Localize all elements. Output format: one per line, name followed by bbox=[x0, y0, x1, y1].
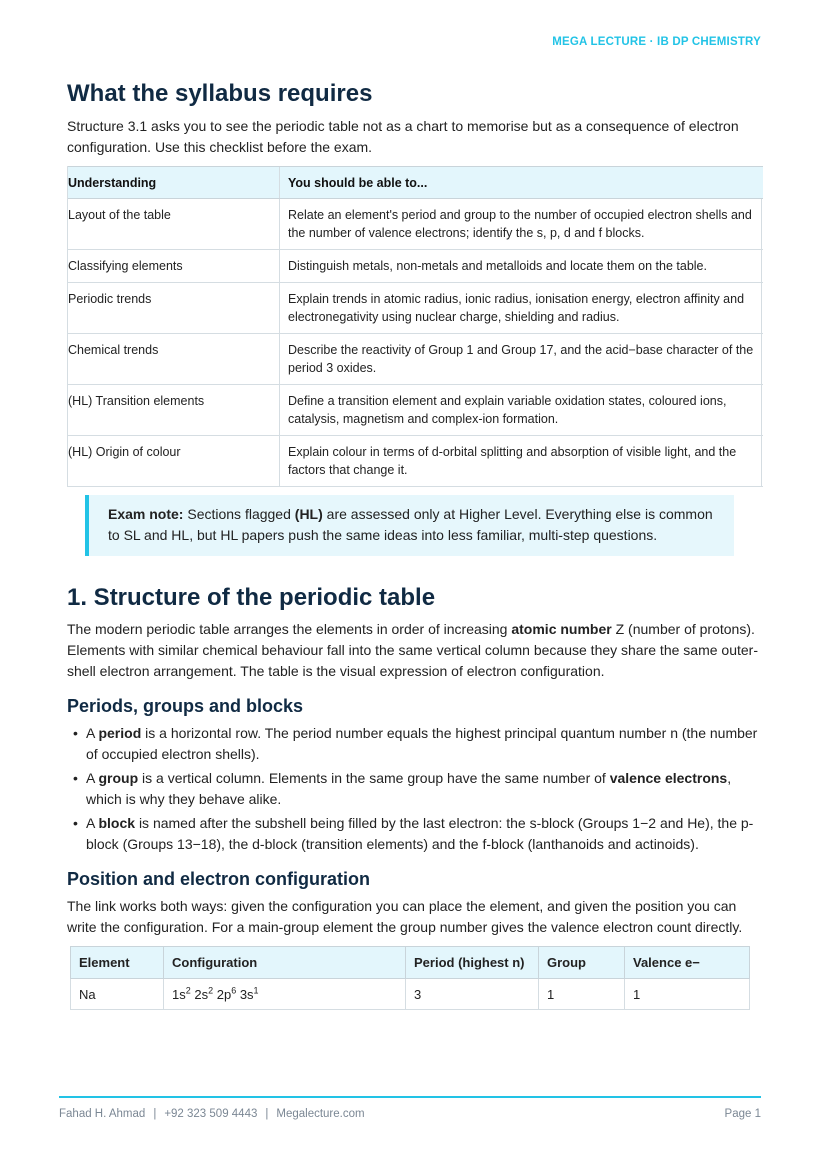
exam-note-text: Sections flagged bbox=[187, 506, 291, 522]
column-header-understanding: Understanding bbox=[68, 167, 280, 199]
column-header-group: Group bbox=[539, 947, 625, 979]
main-content bbox=[67, 78, 762, 1010]
list-item bbox=[67, 723, 762, 765]
element-cell: Na bbox=[71, 979, 164, 1010]
footer-separator: | bbox=[153, 1108, 157, 1120]
table-row bbox=[68, 283, 763, 334]
list-text: is a vertical column. Elements in the same group have the same number of bbox=[142, 770, 606, 786]
section-paragraph bbox=[67, 619, 762, 682]
table-row bbox=[68, 250, 763, 283]
topic-cell: (HL) Transition elements bbox=[68, 385, 280, 436]
table-row bbox=[68, 436, 763, 487]
syllabus-intro: Structure 3.1 asks you to see the periodic table not as a chart to memorise but as a consequence of electron configuration. Use this checklist before the exam. bbox=[67, 118, 739, 155]
skill-cell: Distinguish metals, non-metals and metalloids and locate them on the table. bbox=[280, 250, 764, 283]
skill-cell: Relate an element's period and group to the number of occupied electron shells and the number of valence electrons; identify the s, p, d and f blocks. bbox=[280, 199, 764, 250]
exam-note-flag: (HL) bbox=[294, 506, 323, 522]
table-row bbox=[68, 385, 763, 436]
footer-separator: | bbox=[265, 1108, 269, 1120]
syllabus-table bbox=[68, 166, 763, 487]
footer-contact bbox=[59, 1108, 365, 1120]
table-row bbox=[68, 199, 763, 250]
electron-count: 2 bbox=[185, 985, 191, 996]
table-row bbox=[68, 334, 763, 385]
column-header-element: Element bbox=[71, 947, 164, 979]
list-item bbox=[67, 768, 762, 810]
paragraph-text: Z (number of protons). Elements with similar chemical behaviour fall into the same vertical column because they share the same outer-shell electron arrangement. The table is the visual expression of electron configuration. bbox=[67, 621, 758, 679]
period-cell: 3 bbox=[406, 979, 539, 1010]
group-cell: 1 bbox=[539, 979, 625, 1010]
orbital-text: 3s bbox=[236, 986, 254, 1002]
list-text: , which is why they behave alike. bbox=[86, 770, 732, 807]
term-group: group bbox=[98, 770, 139, 786]
skill-cell: Describe the reactivity of Group 1 and Group 17, and the acid−base character of the period 3 oxides. bbox=[280, 334, 764, 385]
configuration-cell bbox=[164, 979, 406, 1010]
list-item bbox=[67, 813, 762, 855]
topic-cell: Periodic trends bbox=[68, 283, 280, 334]
column-header-configuration: Configuration bbox=[164, 947, 406, 979]
author-name: Fahad H. Ahmad bbox=[59, 1108, 146, 1120]
valence-cell: 1 bbox=[625, 979, 750, 1010]
table-header-row bbox=[68, 167, 763, 199]
exam-note-callout bbox=[85, 495, 734, 556]
exam-note-text: are assessed only at Higher Level. Everything else is common to SL and HL, but HL papers push the same ideas into less familiar, multi-step questions. bbox=[108, 506, 713, 543]
orbital-text: 2s bbox=[190, 986, 209, 1002]
paragraph-text: The modern periodic table arranges the elements in order of increasing bbox=[67, 621, 508, 637]
definition-list bbox=[67, 723, 762, 855]
table-row bbox=[71, 979, 750, 1010]
list-text: A bbox=[86, 815, 95, 831]
topic-cell: Layout of the table bbox=[68, 199, 280, 250]
list-text: is named after the subshell being filled by the last electron: the s-block (Groups 1−2 and He), the p-block (Groups 13−18), the d-block (transition elements) and the f-block (lanthanoids and actinoids). bbox=[86, 815, 754, 852]
running-header: MEGA LECTURE · IB DP CHEMISTRY bbox=[552, 36, 761, 48]
orbital-text: 1s bbox=[172, 986, 186, 1002]
section-paragraph: The link works both ways: given the configuration you can place the element, and given the position you can write the configuration. For a main-group element the group number gives the valence electron count directly. bbox=[67, 898, 743, 935]
syllabus-table-frame bbox=[67, 166, 762, 487]
configuration-table bbox=[70, 946, 750, 1010]
term-valence-electrons: valence electrons bbox=[609, 770, 728, 786]
phone-number: +92 323 509 4443 bbox=[164, 1108, 258, 1120]
syllabus-title: What the syllabus requires bbox=[67, 80, 373, 107]
page-number: Page 1 bbox=[724, 1108, 761, 1120]
term-period: period bbox=[98, 725, 142, 741]
topic-cell: Chemical trends bbox=[68, 334, 280, 385]
exam-note-label: Exam note: bbox=[108, 506, 184, 522]
skill-cell: Explain trends in atomic radius, ionic radius, ionisation energy, electron affinity and electronegativity using nuclear charge, shielding and radius. bbox=[280, 283, 764, 334]
skill-cell: Define a transition element and explain variable oxidation states, coloured ions, catalysis, magnetism and complex-ion formation. bbox=[280, 385, 764, 436]
column-header-valence: Valence e− bbox=[625, 947, 750, 979]
electron-count: 2 bbox=[208, 985, 214, 996]
skill-cell: Explain colour in terms of d-orbital splitting and absorption of visible light, and the factors that change it. bbox=[280, 436, 764, 487]
list-text: A bbox=[86, 770, 95, 786]
subsection-title: Periods, groups and blocks bbox=[67, 696, 304, 716]
column-header-skills: You should be able to... bbox=[280, 167, 764, 199]
list-text: is a horizontal row. The period number equals the highest principal quantum number n (the number of occupied electron shells). bbox=[86, 725, 758, 762]
electron-count: 6 bbox=[231, 985, 237, 996]
website-link[interactable]: Megalecture.com bbox=[276, 1108, 365, 1120]
orbital-text: 2p bbox=[213, 986, 232, 1002]
section-title: 1. Structure of the periodic table bbox=[67, 584, 436, 611]
electron-count: 1 bbox=[253, 985, 259, 996]
list-text: A bbox=[86, 725, 95, 741]
table-header-row bbox=[71, 947, 750, 979]
column-header-period: Period (highest n) bbox=[406, 947, 539, 979]
topic-cell: Classifying elements bbox=[68, 250, 280, 283]
term-atomic-number: atomic number bbox=[511, 621, 612, 637]
subsection-title: Position and electron configuration bbox=[67, 869, 371, 889]
topic-cell: (HL) Origin of colour bbox=[68, 436, 280, 487]
term-block: block bbox=[98, 815, 136, 831]
footer-divider bbox=[59, 1096, 761, 1098]
